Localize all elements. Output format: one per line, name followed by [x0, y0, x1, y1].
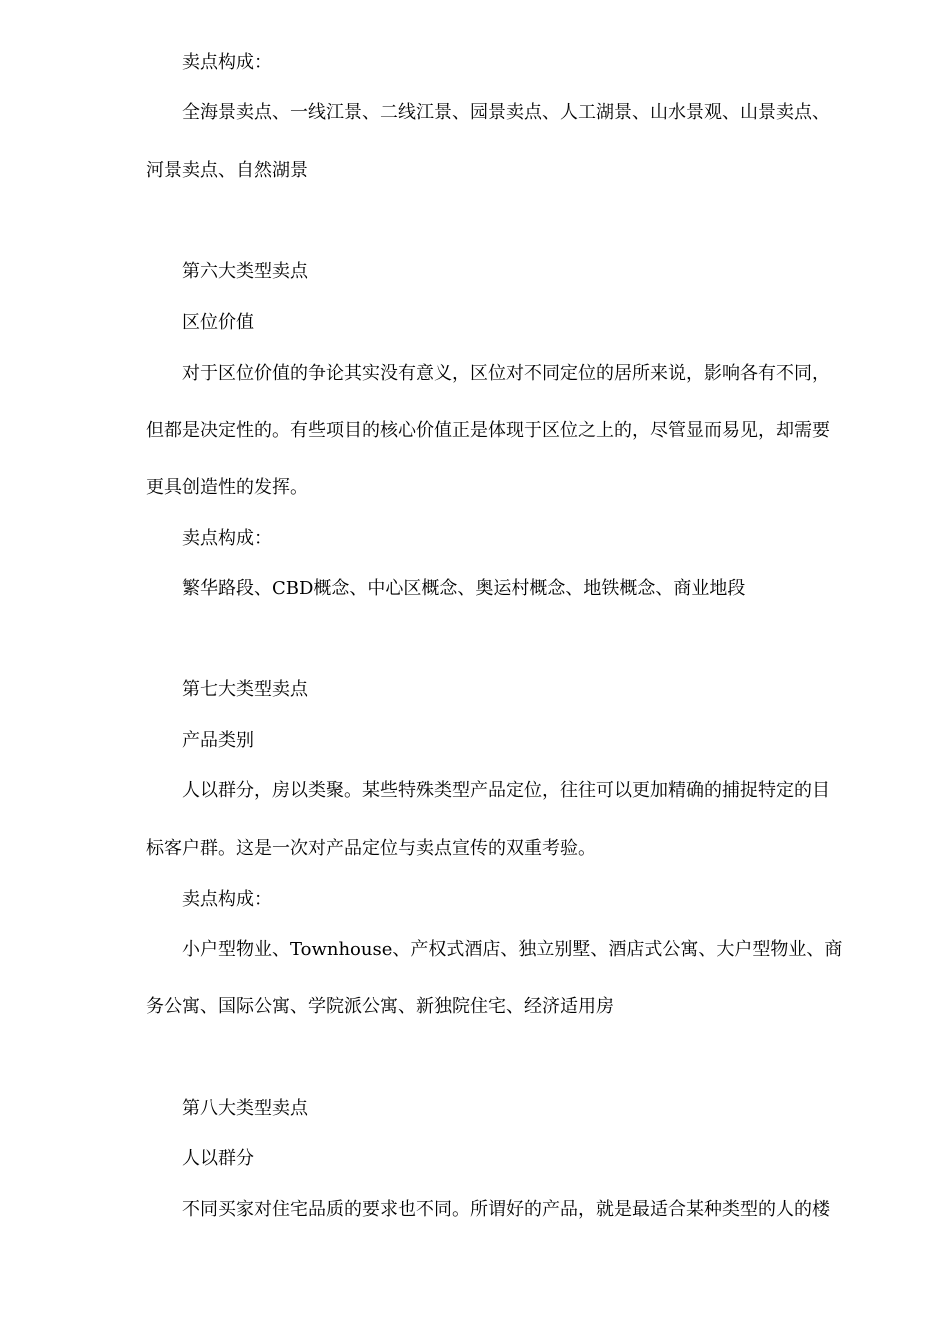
body-line: 人以群分，房以类聚。某些特殊类型产品定位，往往可以更加精确的捕捉特定的目: [182, 780, 830, 801]
section-subheading: 人以群分: [182, 1148, 254, 1169]
body-line: 对于区位价值的争论其实没有意义，区位对不同定位的居所来说，影响各有不同，: [182, 363, 830, 384]
body-line: 更具创造性的发挥。: [146, 477, 308, 498]
composition-line: 小户型物业、Townhouse、产权式酒店、独立别墅、酒店式公寓、大户型物业、商: [182, 939, 843, 960]
body-line: 不同买家对住宅品质的要求也不同。所谓好的产品，就是最适合某种类型的人的楼: [182, 1199, 830, 1220]
composition-line: 河景卖点、自然湖景: [146, 160, 308, 181]
section-heading: 第七大类型卖点: [182, 679, 308, 700]
section-subheading: 区位价值: [182, 312, 254, 333]
body-line: 但都是决定性的。有些项目的核心价值正是体现于区位之上的，尽管显而易见，却需要: [146, 420, 830, 441]
composition-line: 繁华路段、CBD概念、中心区概念、奥运村概念、地铁概念、商业地段: [182, 578, 746, 599]
composition-line: 务公寓、国际公寓、学院派公寓、新独院住宅、经济适用房: [146, 996, 614, 1017]
section-heading: 第六大类型卖点: [182, 261, 308, 282]
section-subheading: 产品类别: [182, 730, 254, 751]
section-heading: 第八大类型卖点: [182, 1098, 308, 1119]
composition-line: 全海景卖点、一线江景、二线江景、园景卖点、人工湖景、山水景观、山景卖点、: [182, 102, 830, 123]
composition-label: 卖点构成：: [182, 528, 272, 549]
composition-label: 卖点构成：: [182, 52, 272, 73]
body-line: 标客户群。这是一次对产品定位与卖点宣传的双重考验。: [146, 838, 596, 859]
composition-label: 卖点构成：: [182, 889, 272, 910]
